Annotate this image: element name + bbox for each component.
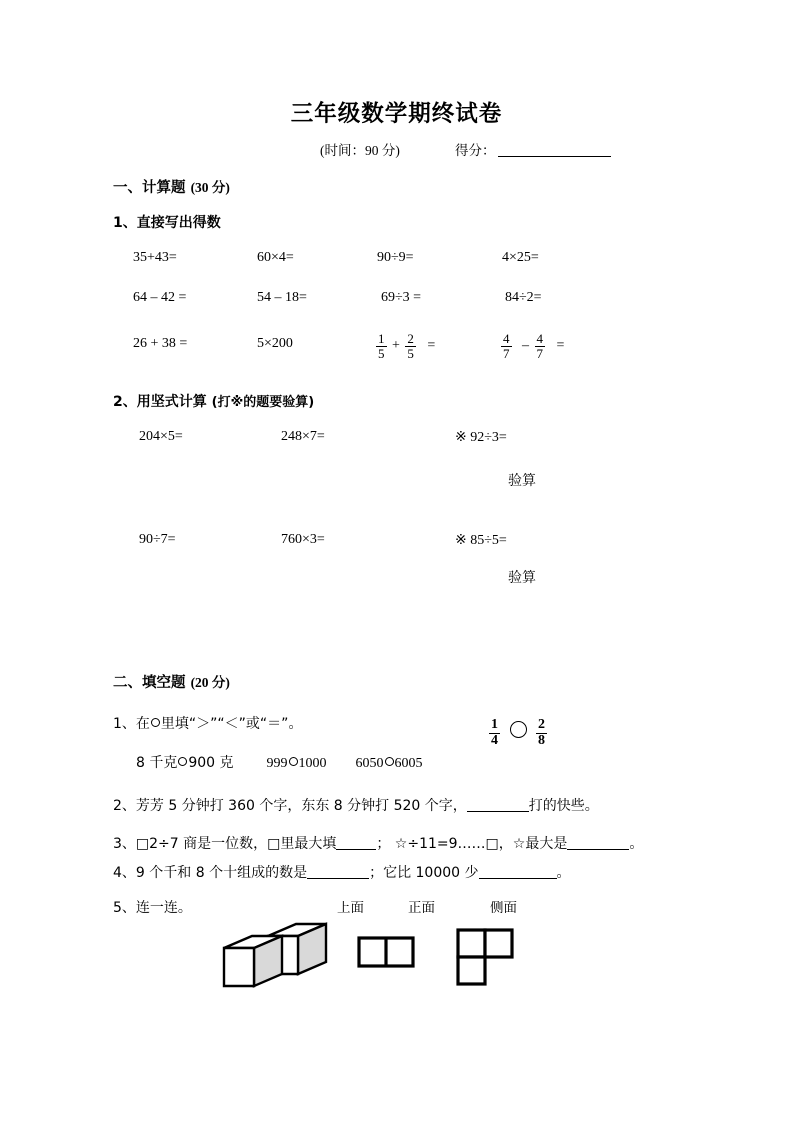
comparison-item: 999 1000 — [266, 756, 327, 771]
q4-text-2: ；它比 10000 少 — [369, 865, 479, 881]
circle-icon[interactable] — [385, 757, 394, 766]
l-tromino-shape[interactable] — [456, 928, 514, 986]
calc-item: 248×7= — [281, 429, 325, 444]
arith-row — [0, 290, 793, 316]
fraction-problem-2 — [500, 332, 565, 360]
fill-question-4 — [113, 862, 571, 882]
verify-label: 验算 — [508, 571, 536, 586]
circle-icon[interactable] — [510, 721, 527, 738]
fill-question-5-heading: 5、连一连。 — [113, 900, 192, 916]
section-2-heading: 二、填空题 (20 分) — [113, 675, 230, 691]
view-label-top: 上面 — [337, 901, 364, 913]
subsection-1-1-heading: 1、直接写出得数 — [113, 215, 221, 231]
calc-item-starred: ※ 92÷3= — [455, 430, 507, 445]
arith-item: 5×200 — [257, 336, 293, 351]
q4-text-3: 。 — [556, 865, 571, 881]
q3-text-3: 。 — [629, 836, 644, 852]
q3-text-1: 3、□2÷7 商是一位数，□里最大填 — [113, 836, 337, 852]
q4-text-1: 4、9 个千和 8 个十组成的数是 — [113, 865, 308, 881]
q3-text-2: ； ☆÷11=9……□，☆最大是 — [376, 836, 568, 852]
view-label-side: 侧面 — [490, 901, 517, 913]
fraction: $\frac{2}{5}$ — [407, 331, 414, 361]
comparison-item: 6050 6005 — [355, 756, 423, 771]
fraction: $\frac{1}{4}$ — [491, 717, 498, 748]
section-1-points: (30 分) — [190, 180, 230, 195]
vertical-calc-row — [0, 429, 793, 455]
q1-instruction: 里填“＞”“＜”或“＝”。 — [160, 716, 303, 732]
fraction: $\frac{4}{7}$ — [503, 331, 510, 361]
two-cube-solid-shape[interactable] — [216, 922, 332, 994]
arith-row-fractions — [0, 332, 793, 372]
calc-item: 760×3= — [281, 532, 325, 547]
arith-row — [0, 250, 793, 276]
equals-sign: = — [556, 337, 565, 353]
calc-item-starred: ※ 85÷5= — [455, 533, 507, 548]
score-label: 得分： — [455, 143, 496, 158]
answer-blank[interactable] — [479, 878, 557, 879]
circle-icon[interactable] — [178, 757, 187, 766]
calc-item: 204×5= — [139, 429, 183, 444]
fraction: $\frac{1}{5}$ — [378, 331, 385, 361]
comparison-item: 8 千克 900 克 — [136, 755, 234, 771]
fill-question-1 — [113, 713, 302, 733]
section-2-points: (20 分) — [190, 675, 230, 690]
verify-note: (打※的题要验算) — [211, 395, 315, 410]
answer-blank[interactable] — [467, 811, 529, 812]
answer-blank[interactable] — [336, 849, 376, 850]
fraction: $\frac{2}{8}$ — [538, 717, 545, 748]
verify-label: 验算 — [508, 474, 536, 489]
arith-item: 84÷2= — [505, 290, 542, 305]
arith-item: 26 + 38 = — [133, 336, 188, 351]
fill-question-3 — [113, 833, 643, 853]
operator: – — [522, 337, 529, 353]
one-by-two-grid-shape[interactable] — [357, 936, 415, 968]
verify-row — [0, 470, 793, 496]
subsection-1-2-heading: 2、用坚式计算 (打※的题要验算) — [113, 394, 315, 410]
verify-row — [0, 567, 793, 593]
equals-sign: = — [427, 337, 436, 353]
answer-blank[interactable] — [567, 849, 629, 850]
vertical-calc-row — [0, 532, 793, 558]
q1-prefix: 1、在 — [113, 716, 150, 732]
score-blank[interactable] — [498, 156, 611, 157]
calc-item: 90÷7= — [139, 532, 176, 547]
page-title: 三年级数学期终试卷 — [290, 101, 503, 127]
fill-question-2 — [113, 795, 599, 815]
fraction: $\frac{4}{7}$ — [536, 331, 543, 361]
arith-item: 69÷3 = — [381, 290, 422, 305]
view-label-front: 正面 — [408, 901, 435, 913]
arith-item: 54 – 18= — [257, 290, 307, 305]
arith-item: 35+43= — [133, 250, 177, 265]
circle-icon[interactable] — [289, 757, 298, 766]
fraction-comparison — [488, 718, 548, 748]
arith-item: 64 – 42 = — [133, 290, 187, 305]
section-1-heading: 一、计算题 (30 分) — [113, 180, 230, 196]
operator: + — [392, 337, 400, 353]
time-allowance: (时间：90 分) — [320, 143, 400, 158]
arith-item: 4×25= — [502, 250, 539, 265]
answer-blank[interactable] — [307, 878, 369, 879]
circle-icon — [151, 718, 160, 727]
fraction-problem-1 — [375, 332, 436, 360]
comparison-row — [136, 752, 423, 772]
arith-item: 90÷9= — [377, 250, 414, 265]
arith-item: 60×4= — [257, 250, 294, 265]
score-field — [455, 139, 611, 159]
q2-text-1: 2、芳芳 5 分钟打 360 个字，东东 8 分钟打 520 个字， — [113, 798, 467, 814]
q2-text-2: 打的快些。 — [528, 798, 599, 814]
